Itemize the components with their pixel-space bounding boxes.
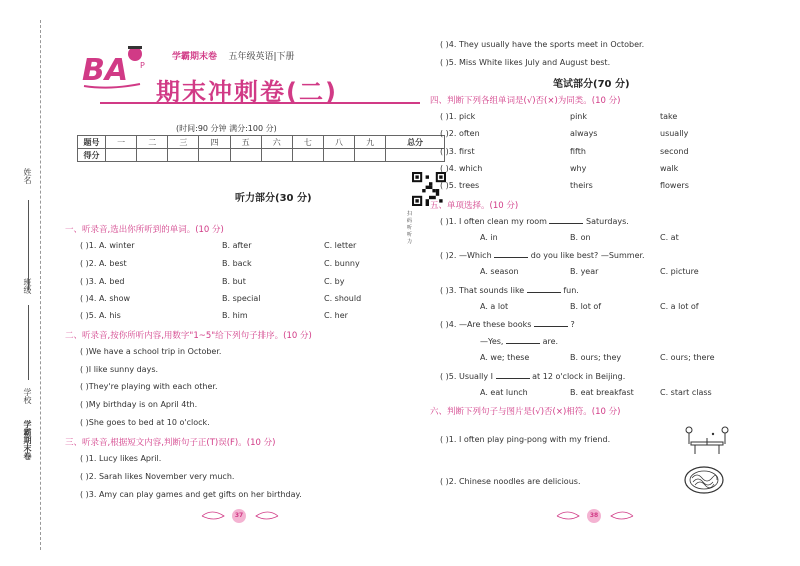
answer-blank[interactable] — [534, 319, 568, 327]
option-b[interactable]: B. eat breakfast — [570, 388, 634, 397]
option-b[interactable]: B. on — [570, 233, 591, 242]
option-c[interactable]: C. start class — [660, 388, 712, 397]
score-cell[interactable] — [106, 149, 137, 162]
section-1-heading: 一、听录音,选出你所听到的单词。(10 分) — [65, 225, 224, 235]
list-item: C. should — [324, 294, 362, 303]
page-number: 38 — [587, 509, 601, 523]
score-cell[interactable] — [137, 149, 168, 162]
list-item[interactable]: ( )3. first — [440, 147, 475, 156]
right-page — [425, 0, 765, 566]
page-title: 期末冲刺卷(二) — [156, 78, 338, 106]
list-item[interactable]: ( )2. often — [440, 129, 480, 138]
question-3: ( )3. That sounds like fun. — [440, 286, 579, 295]
list-item: B. after — [222, 241, 252, 250]
option-c[interactable]: C. at — [660, 233, 679, 242]
list-item[interactable]: ( )4. A. show — [80, 294, 131, 303]
list-item[interactable]: ( )She goes to bed at 10 o'clock. — [80, 418, 210, 427]
list-item: always — [570, 129, 598, 138]
binding-brand-label: 学霸期末卷 — [23, 420, 32, 460]
list-item: theirs — [570, 181, 593, 190]
list-item: C. letter — [324, 241, 357, 250]
question-1: ( )1. I often clean my room Saturdays. — [440, 217, 629, 226]
list-item[interactable]: ( )2. Chinese noodles are delicious. — [440, 477, 581, 486]
list-item: pink — [570, 112, 588, 121]
list-item: second — [660, 147, 689, 156]
option-a[interactable]: A. eat lunch — [480, 388, 528, 397]
writing-section-title: 笔试部分(70 分) — [553, 79, 630, 90]
list-item: usually — [660, 129, 689, 138]
list-item[interactable]: ( )4. They usually have the sports meet in October. — [440, 40, 645, 49]
list-item[interactable]: ( )3. Amy can play games and get gifts on her birthday. — [80, 490, 302, 499]
name-blank-line — [28, 200, 29, 290]
listening-section-title: 听力部分(30 分) — [235, 193, 312, 204]
option-b[interactable]: B. ours; they — [570, 353, 622, 362]
option-c[interactable]: C. picture — [660, 267, 699, 276]
list-item: C. her — [324, 311, 348, 320]
list-item: C. bunny — [324, 259, 360, 268]
option-a[interactable]: A. a lot — [480, 302, 509, 311]
list-item[interactable]: ( )5. A. his — [80, 311, 121, 320]
ping-pong-illustration-icon — [683, 424, 731, 458]
list-item[interactable]: ( )5. Miss White likes July and August best. — [440, 58, 611, 67]
list-item: why — [570, 164, 587, 173]
series-name: 学霸期末卷 — [172, 52, 218, 62]
svg-text:BA: BA — [82, 53, 129, 88]
list-item[interactable]: ( )I like sunny days. — [80, 365, 159, 374]
list-item[interactable]: ( )5. trees — [440, 181, 480, 190]
page-number-right — [555, 506, 635, 526]
list-item: B. special — [222, 294, 261, 303]
section-4-heading: 四、判断下列各组单词是(√)否(×)为同类。(10 分) — [430, 96, 621, 106]
option-b[interactable]: B. lot of — [570, 302, 602, 311]
list-item[interactable]: ( )1. pick — [440, 112, 476, 121]
section-2-heading: 二、听录音,按你所听内容,用数字"1~5"给下列句子排序。(10 分) — [65, 331, 312, 341]
time-info: (时间:90 分钟 满分:100 分) — [176, 124, 277, 133]
score-cell[interactable] — [168, 149, 199, 162]
list-item[interactable]: ( )We have a school trip in October. — [80, 347, 222, 356]
option-a[interactable]: A. in — [480, 233, 498, 242]
score-cell[interactable] — [292, 149, 323, 162]
list-item: C. by — [324, 277, 345, 286]
list-item: B. back — [222, 259, 252, 268]
list-item[interactable]: ( )1. Lucy likes April. — [80, 454, 162, 463]
question-2: ( )2. —Which do you like best? —Summer. — [440, 251, 645, 260]
score-cell[interactable] — [323, 149, 354, 162]
page-number-left — [200, 506, 280, 526]
option-c[interactable]: C. ours; there — [660, 353, 715, 362]
page-number: 37 — [232, 509, 246, 523]
section-3-heading: 三、听录音,根据短文内容,判断句子正(T)误(F)。(10 分) — [65, 438, 276, 448]
option-a[interactable]: A. season — [480, 267, 519, 276]
list-item: B. him — [222, 311, 248, 320]
section-5-heading: 五、单项选择。(10 分) — [430, 201, 519, 211]
list-item[interactable]: ( )4. which — [440, 164, 483, 173]
list-item[interactable]: ( )1. A. winter — [80, 241, 135, 250]
score-value-row: 得分 — [78, 149, 445, 162]
list-item: B. but — [222, 277, 246, 286]
binding-school-label: 学校 — [23, 388, 32, 404]
binding-dashed-line — [40, 20, 41, 550]
series-info — [172, 49, 295, 62]
binding-strip — [0, 0, 48, 566]
list-item: flowers — [660, 181, 689, 190]
list-item: fifth — [570, 147, 586, 156]
binding-class-label: 班级 — [23, 278, 32, 294]
list-item: walk — [660, 164, 679, 173]
left-page — [60, 0, 424, 566]
grade-info: 五年级英语|下册 — [228, 52, 295, 62]
option-c[interactable]: C. a lot of — [660, 302, 699, 311]
score-table — [77, 135, 445, 162]
question-4-reply: —Yes, are. — [480, 337, 559, 346]
score-cell[interactable] — [355, 149, 386, 162]
list-item[interactable]: ( )They're playing with each other. — [80, 382, 218, 391]
list-item[interactable]: ( )2. Sarah likes November very much. — [80, 472, 235, 481]
option-a[interactable]: A. we; these — [480, 353, 530, 362]
noodles-bowl-illustration-icon — [683, 465, 725, 495]
svg-text:P: P — [140, 61, 145, 70]
list-item[interactable]: ( )My birthday is on April 4th. — [80, 400, 198, 409]
list-item[interactable]: ( )3. A. bed — [80, 277, 125, 286]
question-4: ( )4. —Are these books ? — [440, 320, 575, 329]
score-cell[interactable] — [199, 149, 230, 162]
list-item[interactable]: ( )2. A. best — [80, 259, 127, 268]
question-5: ( )5. Usually I at 12 o'clock in Beijing. — [440, 372, 626, 381]
list-item: take — [660, 112, 678, 121]
binding-name-label: 姓名 — [23, 168, 32, 184]
section-6-heading: 六、判断下列句子与图片是(√)否(×)相符。(10 分) — [430, 407, 621, 417]
option-b[interactable]: B. year — [570, 267, 599, 276]
answer-blank[interactable] — [506, 336, 540, 344]
score-cell[interactable] — [230, 149, 261, 162]
qr-caption: 扫码听听力 — [407, 211, 413, 245]
score-cell[interactable] — [261, 149, 292, 162]
answer-blank[interactable] — [527, 285, 561, 293]
class-blank-line — [28, 305, 29, 380]
score-header-row: 题号 一 二 三 四 五 六 七 八 九 总分 — [78, 136, 445, 149]
answer-blank[interactable] — [494, 250, 528, 258]
list-item[interactable]: ( )1. I often play ping-pong with my friend. — [440, 435, 611, 444]
answer-blank[interactable] — [496, 371, 530, 379]
answer-blank[interactable] — [549, 216, 583, 224]
